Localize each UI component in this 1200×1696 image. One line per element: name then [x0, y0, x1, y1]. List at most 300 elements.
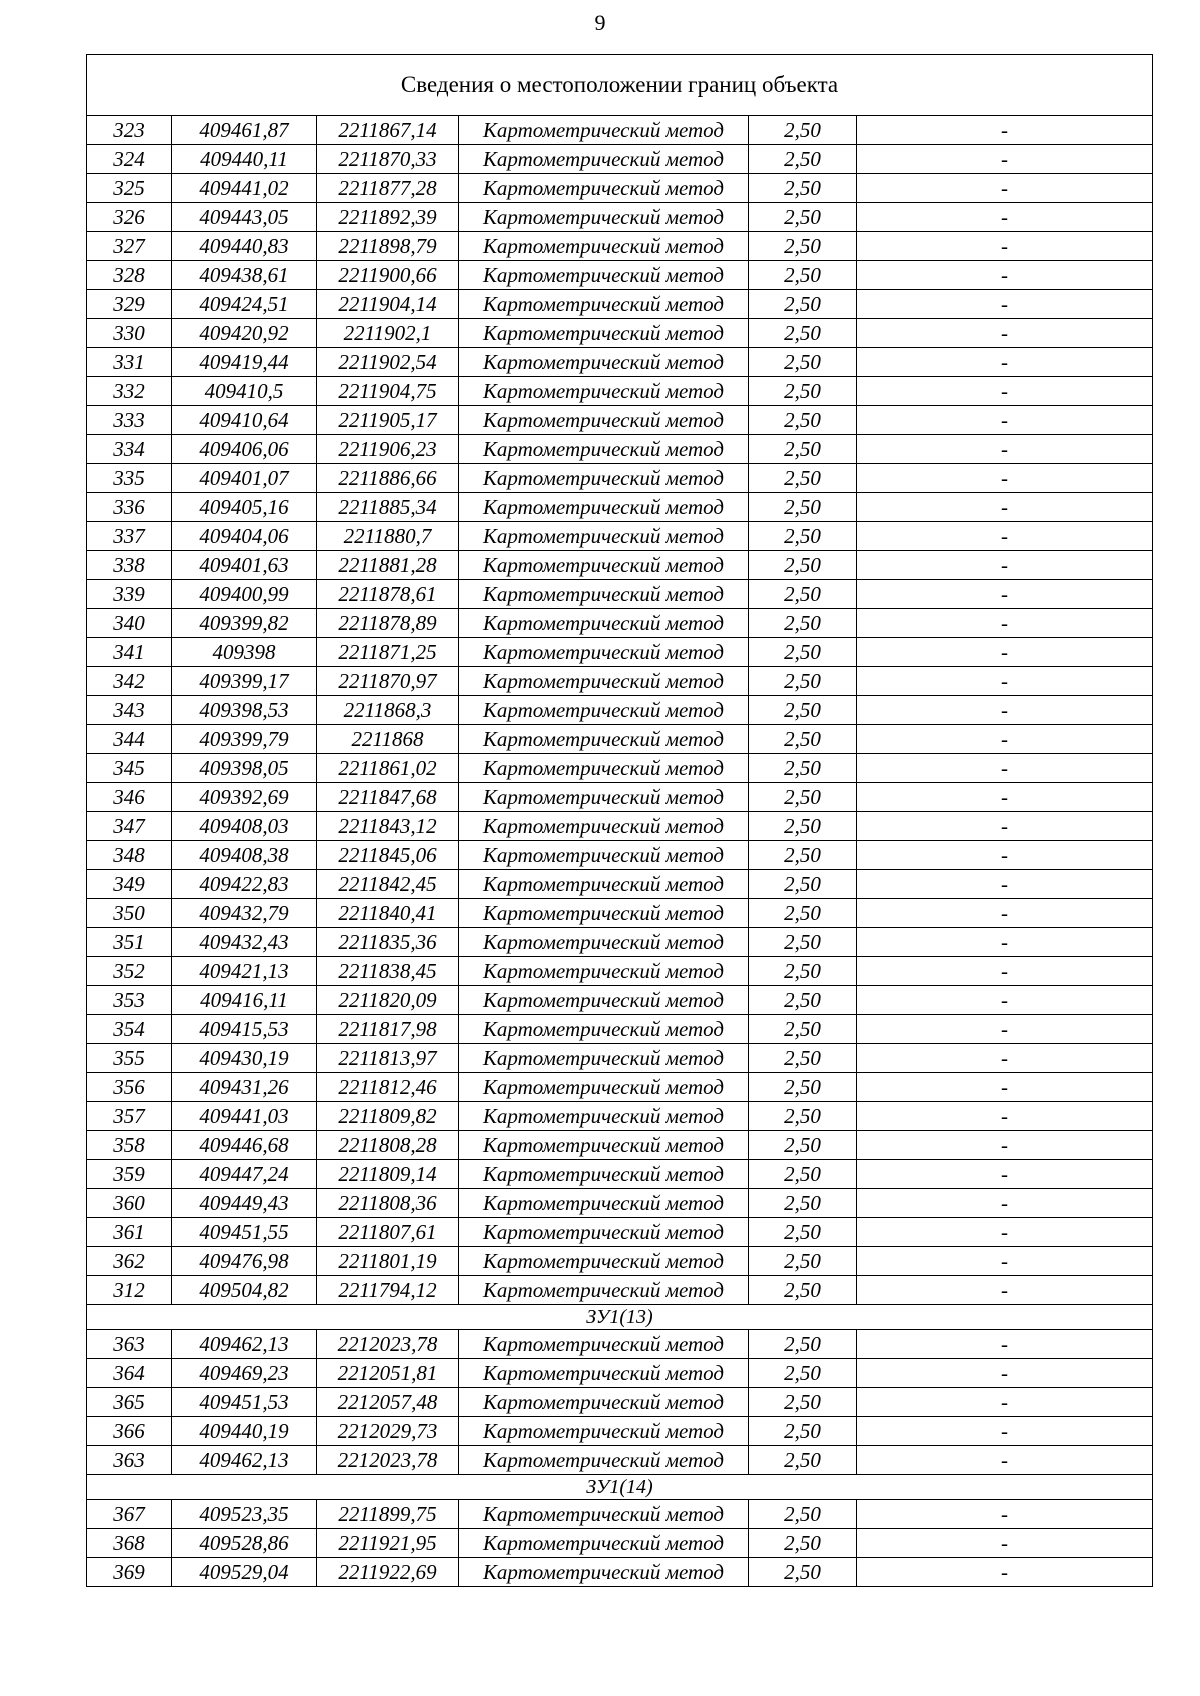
x-coordinate-cell: 409415,53 — [172, 1015, 317, 1044]
x-coordinate-cell: 409410,64 — [172, 406, 317, 435]
description-cell: - — [857, 290, 1153, 319]
method-cell: Картометрический метод — [459, 1218, 749, 1247]
table-row — [87, 203, 1153, 232]
section-label: ЗУ1(13) — [87, 1305, 1153, 1330]
point-number-cell: 325 — [87, 174, 172, 203]
accuracy-cell: 2,50 — [749, 899, 857, 928]
y-coordinate-cell: 2211878,89 — [317, 609, 459, 638]
description-cell: - — [857, 1330, 1153, 1359]
point-number-cell: 357 — [87, 1102, 172, 1131]
x-coordinate-cell: 409405,16 — [172, 493, 317, 522]
point-number-cell: 367 — [87, 1500, 172, 1529]
method-cell: Картометрический метод — [459, 1446, 749, 1475]
table-row — [87, 1189, 1153, 1218]
x-coordinate-cell: 409399,17 — [172, 667, 317, 696]
x-coordinate-cell: 409432,43 — [172, 928, 317, 957]
x-coordinate-cell: 409398 — [172, 638, 317, 667]
y-coordinate-cell: 2211902,1 — [317, 319, 459, 348]
table-row — [87, 1529, 1153, 1558]
y-coordinate-cell: 2211809,82 — [317, 1102, 459, 1131]
point-number-cell: 359 — [87, 1160, 172, 1189]
accuracy-cell: 2,50 — [749, 348, 857, 377]
method-cell: Картометрический метод — [459, 609, 749, 638]
x-coordinate-cell: 409398,05 — [172, 754, 317, 783]
accuracy-cell: 2,50 — [749, 406, 857, 435]
method-cell: Картометрический метод — [459, 377, 749, 406]
description-cell: - — [857, 667, 1153, 696]
method-cell: Картометрический метод — [459, 928, 749, 957]
method-cell: Картометрический метод — [459, 899, 749, 928]
point-number-cell: 355 — [87, 1044, 172, 1073]
point-number-cell: 352 — [87, 957, 172, 986]
point-number-cell: 342 — [87, 667, 172, 696]
method-cell: Картометрический метод — [459, 232, 749, 261]
point-number-cell: 327 — [87, 232, 172, 261]
x-coordinate-cell: 409408,38 — [172, 841, 317, 870]
y-coordinate-cell: 2212051,81 — [317, 1359, 459, 1388]
y-coordinate-cell: 2211868,3 — [317, 696, 459, 725]
method-cell: Картометрический метод — [459, 116, 749, 145]
point-number-cell: 349 — [87, 870, 172, 899]
table-body — [87, 116, 1153, 1587]
table-row — [87, 261, 1153, 290]
table-row — [87, 1359, 1153, 1388]
accuracy-cell: 2,50 — [749, 290, 857, 319]
point-number-cell: 369 — [87, 1558, 172, 1587]
description-cell: - — [857, 1359, 1153, 1388]
description-cell: - — [857, 870, 1153, 899]
x-coordinate-cell: 409431,26 — [172, 1073, 317, 1102]
method-cell: Картометрический метод — [459, 725, 749, 754]
description-cell: - — [857, 812, 1153, 841]
description-cell: - — [857, 783, 1153, 812]
accuracy-cell: 2,50 — [749, 696, 857, 725]
x-coordinate-cell: 409408,03 — [172, 812, 317, 841]
accuracy-cell: 2,50 — [749, 1330, 857, 1359]
y-coordinate-cell: 2211808,36 — [317, 1189, 459, 1218]
accuracy-cell: 2,50 — [749, 377, 857, 406]
accuracy-cell: 2,50 — [749, 638, 857, 667]
point-number-cell: 323 — [87, 116, 172, 145]
accuracy-cell: 2,50 — [749, 1218, 857, 1247]
accuracy-cell: 2,50 — [749, 145, 857, 174]
x-coordinate-cell: 409529,04 — [172, 1558, 317, 1587]
description-cell: - — [857, 261, 1153, 290]
y-coordinate-cell: 2211809,14 — [317, 1160, 459, 1189]
x-coordinate-cell: 409447,24 — [172, 1160, 317, 1189]
table-row — [87, 696, 1153, 725]
y-coordinate-cell: 2211880,7 — [317, 522, 459, 551]
x-coordinate-cell: 409461,87 — [172, 116, 317, 145]
y-coordinate-cell: 2211801,19 — [317, 1247, 459, 1276]
y-coordinate-cell: 2211902,54 — [317, 348, 459, 377]
method-cell: Картометрический метод — [459, 493, 749, 522]
point-number-cell: 348 — [87, 841, 172, 870]
method-cell: Картометрический метод — [459, 1044, 749, 1073]
table-row — [87, 232, 1153, 261]
section-header-row — [87, 1305, 1153, 1330]
method-cell: Картометрический метод — [459, 406, 749, 435]
point-number-cell: 350 — [87, 899, 172, 928]
x-coordinate-cell: 409440,11 — [172, 145, 317, 174]
y-coordinate-cell: 2211868 — [317, 725, 459, 754]
description-cell: - — [857, 638, 1153, 667]
description-cell: - — [857, 551, 1153, 580]
description-cell: - — [857, 348, 1153, 377]
y-coordinate-cell: 2211886,66 — [317, 464, 459, 493]
accuracy-cell: 2,50 — [749, 783, 857, 812]
y-coordinate-cell: 2211840,41 — [317, 899, 459, 928]
accuracy-cell: 2,50 — [749, 580, 857, 609]
y-coordinate-cell: 2211842,45 — [317, 870, 459, 899]
point-number-cell: 332 — [87, 377, 172, 406]
description-cell: - — [857, 1189, 1153, 1218]
description-cell: - — [857, 1073, 1153, 1102]
method-cell: Картометрический метод — [459, 435, 749, 464]
description-cell: - — [857, 1160, 1153, 1189]
y-coordinate-cell: 2211870,33 — [317, 145, 459, 174]
accuracy-cell: 2,50 — [749, 1189, 857, 1218]
description-cell: - — [857, 841, 1153, 870]
method-cell: Картометрический метод — [459, 638, 749, 667]
method-cell: Картометрический метод — [459, 1189, 749, 1218]
accuracy-cell: 2,50 — [749, 725, 857, 754]
x-coordinate-cell: 409469,23 — [172, 1359, 317, 1388]
point-number-cell: 340 — [87, 609, 172, 638]
table-row — [87, 1247, 1153, 1276]
point-number-cell: 353 — [87, 986, 172, 1015]
table-row — [87, 1160, 1153, 1189]
accuracy-cell: 2,50 — [749, 667, 857, 696]
point-number-cell: 363 — [87, 1446, 172, 1475]
boundary-coordinates-table — [86, 54, 1153, 1587]
description-cell: - — [857, 754, 1153, 783]
accuracy-cell: 2,50 — [749, 261, 857, 290]
point-number-cell: 351 — [87, 928, 172, 957]
x-coordinate-cell: 409420,92 — [172, 319, 317, 348]
x-coordinate-cell: 409441,02 — [172, 174, 317, 203]
x-coordinate-cell: 409476,98 — [172, 1247, 317, 1276]
table-row — [87, 638, 1153, 667]
point-number-cell: 347 — [87, 812, 172, 841]
table-row — [87, 1500, 1153, 1529]
point-number-cell: 346 — [87, 783, 172, 812]
accuracy-cell: 2,50 — [749, 232, 857, 261]
point-number-cell: 344 — [87, 725, 172, 754]
y-coordinate-cell: 2211838,45 — [317, 957, 459, 986]
point-number-cell: 312 — [87, 1276, 172, 1305]
method-cell: Картометрический метод — [459, 696, 749, 725]
x-coordinate-cell: 409422,83 — [172, 870, 317, 899]
y-coordinate-cell: 2211905,17 — [317, 406, 459, 435]
method-cell: Картометрический метод — [459, 551, 749, 580]
accuracy-cell: 2,50 — [749, 1529, 857, 1558]
table-row — [87, 870, 1153, 899]
point-number-cell: 341 — [87, 638, 172, 667]
x-coordinate-cell: 409401,07 — [172, 464, 317, 493]
point-number-cell: 328 — [87, 261, 172, 290]
description-cell: - — [857, 1417, 1153, 1446]
point-number-cell: 326 — [87, 203, 172, 232]
x-coordinate-cell: 409462,13 — [172, 1330, 317, 1359]
method-cell: Картометрический метод — [459, 1500, 749, 1529]
description-cell: - — [857, 928, 1153, 957]
point-number-cell: 360 — [87, 1189, 172, 1218]
table-row — [87, 145, 1153, 174]
table-row — [87, 493, 1153, 522]
x-coordinate-cell: 409401,63 — [172, 551, 317, 580]
accuracy-cell: 2,50 — [749, 435, 857, 464]
y-coordinate-cell: 2211808,28 — [317, 1131, 459, 1160]
method-cell: Картометрический метод — [459, 1131, 749, 1160]
description-cell: - — [857, 1218, 1153, 1247]
method-cell: Картометрический метод — [459, 667, 749, 696]
x-coordinate-cell: 409400,99 — [172, 580, 317, 609]
table-row — [87, 1073, 1153, 1102]
method-cell: Картометрический метод — [459, 522, 749, 551]
method-cell: Картометрический метод — [459, 783, 749, 812]
x-coordinate-cell: 409451,55 — [172, 1218, 317, 1247]
y-coordinate-cell: 2211817,98 — [317, 1015, 459, 1044]
point-number-cell: 333 — [87, 406, 172, 435]
point-number-cell: 339 — [87, 580, 172, 609]
method-cell: Картометрический метод — [459, 145, 749, 174]
method-cell: Картометрический метод — [459, 290, 749, 319]
table-row — [87, 522, 1153, 551]
x-coordinate-cell: 409421,13 — [172, 957, 317, 986]
y-coordinate-cell: 2212029,73 — [317, 1417, 459, 1446]
accuracy-cell: 2,50 — [749, 1131, 857, 1160]
method-cell: Картометрический метод — [459, 464, 749, 493]
description-cell: - — [857, 957, 1153, 986]
table-row — [87, 174, 1153, 203]
method-cell: Картометрический метод — [459, 754, 749, 783]
table-row — [87, 551, 1153, 580]
accuracy-cell: 2,50 — [749, 1276, 857, 1305]
accuracy-cell: 2,50 — [749, 1388, 857, 1417]
accuracy-cell: 2,50 — [749, 464, 857, 493]
x-coordinate-cell: 409443,05 — [172, 203, 317, 232]
method-cell: Картометрический метод — [459, 1102, 749, 1131]
point-number-cell: 361 — [87, 1218, 172, 1247]
table-row — [87, 1558, 1153, 1587]
description-cell: - — [857, 696, 1153, 725]
y-coordinate-cell: 2211877,28 — [317, 174, 459, 203]
method-cell: Картометрический метод — [459, 1330, 749, 1359]
accuracy-cell: 2,50 — [749, 609, 857, 638]
x-coordinate-cell: 409449,43 — [172, 1189, 317, 1218]
method-cell: Картометрический метод — [459, 957, 749, 986]
table-row — [87, 580, 1153, 609]
y-coordinate-cell: 2211870,97 — [317, 667, 459, 696]
point-number-cell: 329 — [87, 290, 172, 319]
x-coordinate-cell: 409392,69 — [172, 783, 317, 812]
point-number-cell: 335 — [87, 464, 172, 493]
description-cell: - — [857, 1446, 1153, 1475]
y-coordinate-cell: 2211892,39 — [317, 203, 459, 232]
method-cell: Картометрический метод — [459, 1073, 749, 1102]
description-cell: - — [857, 1276, 1153, 1305]
accuracy-cell: 2,50 — [749, 1558, 857, 1587]
y-coordinate-cell: 2211835,36 — [317, 928, 459, 957]
description-cell: - — [857, 899, 1153, 928]
description-cell: - — [857, 203, 1153, 232]
description-cell: - — [857, 464, 1153, 493]
point-number-cell: 343 — [87, 696, 172, 725]
accuracy-cell: 2,50 — [749, 1247, 857, 1276]
y-coordinate-cell: 2211881,28 — [317, 551, 459, 580]
table-row — [87, 725, 1153, 754]
y-coordinate-cell: 2211847,68 — [317, 783, 459, 812]
description-cell: - — [857, 609, 1153, 638]
x-coordinate-cell: 409523,35 — [172, 1500, 317, 1529]
x-coordinate-cell: 409504,82 — [172, 1276, 317, 1305]
y-coordinate-cell: 2211878,61 — [317, 580, 459, 609]
accuracy-cell: 2,50 — [749, 841, 857, 870]
table-row — [87, 348, 1153, 377]
table-row — [87, 1131, 1153, 1160]
method-cell: Картометрический метод — [459, 1388, 749, 1417]
method-cell: Картометрический метод — [459, 1558, 749, 1587]
table-row — [87, 1330, 1153, 1359]
table-row — [87, 812, 1153, 841]
description-cell: - — [857, 174, 1153, 203]
y-coordinate-cell: 2211899,75 — [317, 1500, 459, 1529]
x-coordinate-cell: 409451,53 — [172, 1388, 317, 1417]
accuracy-cell: 2,50 — [749, 1417, 857, 1446]
description-cell: - — [857, 319, 1153, 348]
y-coordinate-cell: 2211861,02 — [317, 754, 459, 783]
table-row — [87, 928, 1153, 957]
point-number-cell: 356 — [87, 1073, 172, 1102]
accuracy-cell: 2,50 — [749, 1073, 857, 1102]
accuracy-cell: 2,50 — [749, 319, 857, 348]
method-cell: Картометрический метод — [459, 1529, 749, 1558]
table-row — [87, 1388, 1153, 1417]
section-header-row — [87, 1475, 1153, 1500]
method-cell: Картометрический метод — [459, 1247, 749, 1276]
accuracy-cell: 2,50 — [749, 1015, 857, 1044]
table-row — [87, 464, 1153, 493]
point-number-cell: 358 — [87, 1131, 172, 1160]
description-cell: - — [857, 377, 1153, 406]
table-row — [87, 1015, 1153, 1044]
accuracy-cell: 2,50 — [749, 203, 857, 232]
description-cell: - — [857, 232, 1153, 261]
accuracy-cell: 2,50 — [749, 493, 857, 522]
table-row — [87, 783, 1153, 812]
x-coordinate-cell: 409399,82 — [172, 609, 317, 638]
y-coordinate-cell: 2212023,78 — [317, 1330, 459, 1359]
description-cell: - — [857, 435, 1153, 464]
y-coordinate-cell: 2211820,09 — [317, 986, 459, 1015]
method-cell: Картометрический метод — [459, 841, 749, 870]
description-cell: - — [857, 1388, 1153, 1417]
point-number-cell: 362 — [87, 1247, 172, 1276]
method-cell: Картометрический метод — [459, 986, 749, 1015]
description-cell: - — [857, 1131, 1153, 1160]
x-coordinate-cell: 409438,61 — [172, 261, 317, 290]
description-cell: - — [857, 116, 1153, 145]
description-cell: - — [857, 580, 1153, 609]
table-row — [87, 1102, 1153, 1131]
y-coordinate-cell: 2211794,12 — [317, 1276, 459, 1305]
y-coordinate-cell: 2211871,25 — [317, 638, 459, 667]
method-cell: Картометрический метод — [459, 319, 749, 348]
x-coordinate-cell: 409440,83 — [172, 232, 317, 261]
table-row — [87, 754, 1153, 783]
description-cell: - — [857, 406, 1153, 435]
accuracy-cell: 2,50 — [749, 812, 857, 841]
point-number-cell: 330 — [87, 319, 172, 348]
point-number-cell: 365 — [87, 1388, 172, 1417]
method-cell: Картометрический метод — [459, 261, 749, 290]
y-coordinate-cell: 2211845,06 — [317, 841, 459, 870]
y-coordinate-cell: 2211812,46 — [317, 1073, 459, 1102]
description-cell: - — [857, 522, 1153, 551]
accuracy-cell: 2,50 — [749, 754, 857, 783]
point-number-cell: 366 — [87, 1417, 172, 1446]
table-row — [87, 319, 1153, 348]
table-row — [87, 116, 1153, 145]
accuracy-cell: 2,50 — [749, 1359, 857, 1388]
accuracy-cell: 2,50 — [749, 551, 857, 580]
table-row — [87, 1446, 1153, 1475]
point-number-cell: 337 — [87, 522, 172, 551]
table-row — [87, 1218, 1153, 1247]
point-number-cell: 354 — [87, 1015, 172, 1044]
y-coordinate-cell: 2211885,34 — [317, 493, 459, 522]
x-coordinate-cell: 409419,44 — [172, 348, 317, 377]
table-row — [87, 957, 1153, 986]
method-cell: Картометрический метод — [459, 1359, 749, 1388]
description-cell: - — [857, 1044, 1153, 1073]
table-row — [87, 609, 1153, 638]
accuracy-cell: 2,50 — [749, 116, 857, 145]
x-coordinate-cell: 409462,13 — [172, 1446, 317, 1475]
table-row — [87, 377, 1153, 406]
x-coordinate-cell: 409424,51 — [172, 290, 317, 319]
table-row — [87, 1276, 1153, 1305]
method-cell: Картометрический метод — [459, 348, 749, 377]
x-coordinate-cell: 409416,11 — [172, 986, 317, 1015]
accuracy-cell: 2,50 — [749, 870, 857, 899]
point-number-cell: 334 — [87, 435, 172, 464]
accuracy-cell: 2,50 — [749, 1446, 857, 1475]
table-row — [87, 1044, 1153, 1073]
description-cell: - — [857, 145, 1153, 174]
point-number-cell: 338 — [87, 551, 172, 580]
table-row — [87, 406, 1153, 435]
y-coordinate-cell: 2211904,14 — [317, 290, 459, 319]
point-number-cell: 331 — [87, 348, 172, 377]
y-coordinate-cell: 2212057,48 — [317, 1388, 459, 1417]
description-cell: - — [857, 493, 1153, 522]
x-coordinate-cell: 409398,53 — [172, 696, 317, 725]
method-cell: Картометрический метод — [459, 1015, 749, 1044]
description-cell: - — [857, 1247, 1153, 1276]
y-coordinate-cell: 2211807,61 — [317, 1218, 459, 1247]
y-coordinate-cell: 2212023,78 — [317, 1446, 459, 1475]
point-number-cell: 345 — [87, 754, 172, 783]
x-coordinate-cell: 409399,79 — [172, 725, 317, 754]
description-cell: - — [857, 1558, 1153, 1587]
table-row — [87, 435, 1153, 464]
accuracy-cell: 2,50 — [749, 928, 857, 957]
accuracy-cell: 2,50 — [749, 1500, 857, 1529]
table-row — [87, 899, 1153, 928]
point-number-cell: 363 — [87, 1330, 172, 1359]
